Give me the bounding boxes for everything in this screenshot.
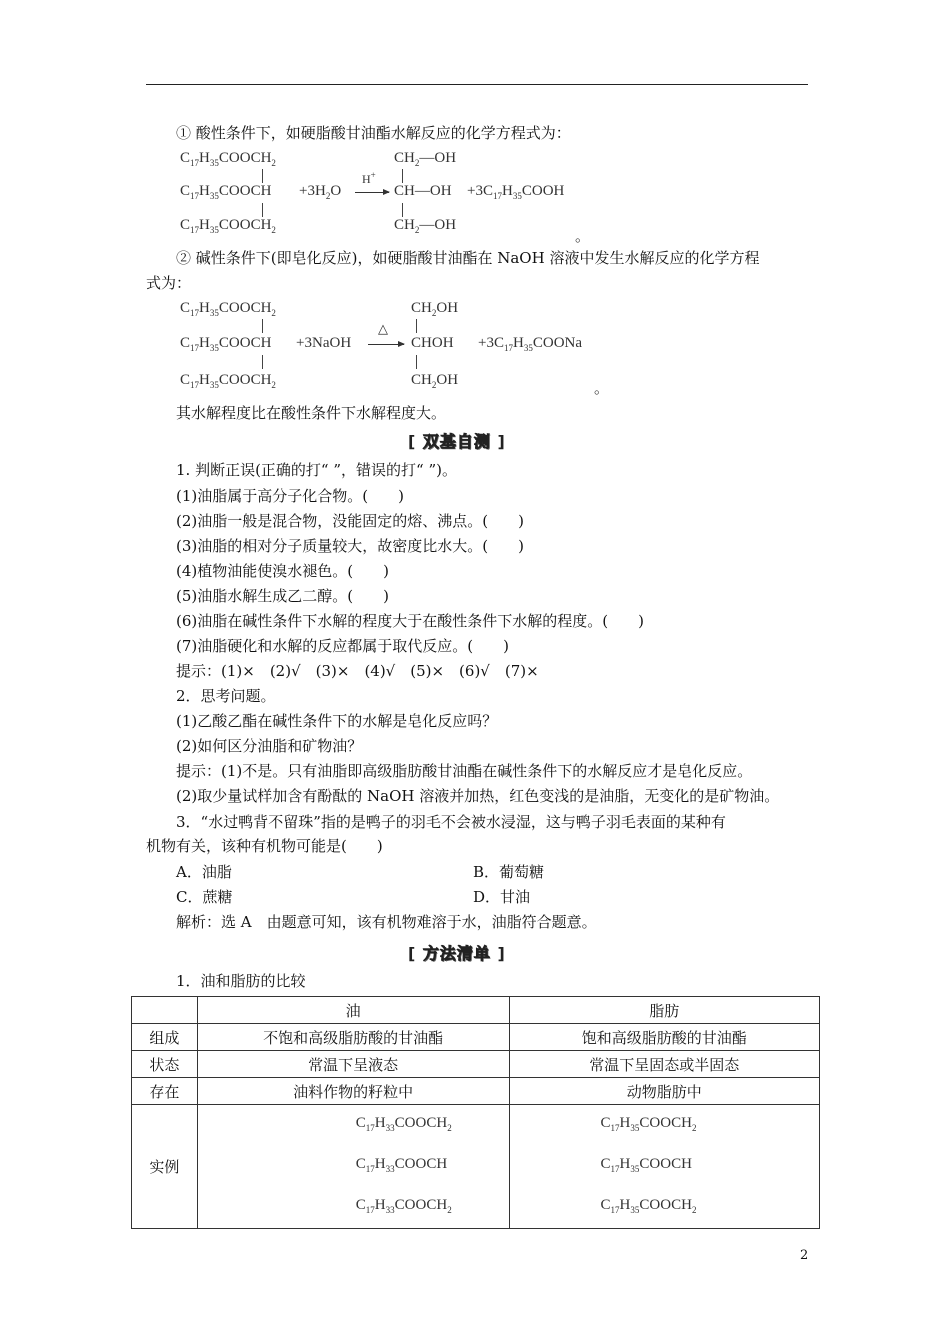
oil-example-line: $C_{17}H_{33}COOCH$ — [355, 1156, 448, 1174]
q3-line-2: 机物有关，该种有机物可能是( ) — [146, 837, 383, 855]
table-row — [132, 1051, 820, 1078]
table-cell: 饱和高级脂肪酸的甘油酯 — [509, 1024, 819, 1051]
table-cell: 不饱和高级脂肪酸的甘油酯 — [197, 1024, 509, 1051]
base-left-1: $C_{17}H_{35}COOCH_2$ — [180, 300, 276, 318]
comparison-table — [131, 996, 820, 1229]
q2-title: 2．思考问题。 — [176, 687, 276, 705]
table-cell: 实例 — [132, 1105, 198, 1229]
q1-item-2: (2)油脂一般是混合物，没能固定的熔、沸点。( ) — [176, 512, 524, 530]
q1-item-5: (5)油脂水解生成乙二醇。( ) — [176, 587, 389, 605]
base-reagent: +3NaOH — [296, 335, 352, 351]
acid-left-3: $C_{17}H_{35}COOCH_2$ — [180, 217, 276, 235]
oil-example-line: $C_{17}H_{33}COOCH_2$ — [355, 1115, 452, 1133]
section-banner-self-test: [ 双基自测 ] — [408, 432, 506, 451]
base-intro-2: 式为： — [146, 274, 192, 292]
q3-option-b: B．葡萄糖 — [473, 863, 545, 881]
base-left-3: $C_{17}H_{35}COOCH_2$ — [180, 372, 276, 390]
table-cell: 油料作物的籽粒中 — [197, 1078, 509, 1105]
fat-example-line: $C_{17}H_{35}COOCH_2$ — [600, 1197, 697, 1215]
q1-title: 1. 判断正误(正确的打“ ”，错误的打“ ”)。 — [176, 461, 457, 479]
q1-hint: 提示：(1)× (2)√ (3)× (4)√ (5)× (6)√ (7)× — [176, 662, 539, 680]
table-header-cell — [132, 997, 198, 1024]
acid-reagent: $+3H_2O$ — [299, 183, 342, 201]
acid-right-3: $CH_2—OH$ — [394, 217, 457, 235]
table-cell: 组成 — [132, 1024, 198, 1051]
q2-item-1: (1)乙酸乙酯在碱性条件下的水解是皂化反应吗？ — [176, 712, 498, 730]
table-cell: 常温下呈液态 — [197, 1051, 509, 1078]
table-row — [132, 1024, 820, 1051]
q3-option-d: D．甘油 — [473, 888, 531, 906]
acid-right-1: $CH_2—OH$ — [394, 150, 457, 168]
q3-option-a: A．油脂 — [176, 863, 232, 881]
base-left-2: $C_{17}H_{35}COOCH$ — [180, 335, 272, 353]
header-rule — [146, 84, 808, 85]
acid-product: $+3C_{17}H_{35}COOH$ — [467, 183, 565, 201]
q2-item-2: (2)如何区分油脂和矿物油？ — [176, 737, 363, 755]
base-product: $+3C_{17}H_{35}COONa$ — [478, 335, 583, 353]
q2-hint-2: (2)取少量试样加含有酚酞的 NaOH 溶液并加热，红色变浅的是油脂，无变化的是矿物油。 — [176, 787, 780, 805]
q1-item-6: (6)油脂在碱性条件下水解的程度大于在酸性条件下水解的程度。( ) — [176, 612, 644, 630]
fat-example-cell — [509, 1105, 819, 1229]
acid-intro: ① 酸性条件下，如硬脂酸甘油酯水解反应的化学方程式为： — [176, 124, 571, 142]
table-row — [132, 1078, 820, 1105]
table-header-row — [132, 997, 820, 1024]
acid-left-2: $C_{17}H_{35}COOCH$ — [180, 183, 272, 201]
base-right-2: CHOH — [411, 335, 454, 351]
acid-end: 。 — [575, 227, 591, 245]
table-header-cell: 油 — [197, 997, 509, 1024]
banner-self-test-text: 双基自测 — [422, 432, 491, 451]
table-cell: 存在 — [132, 1078, 198, 1105]
acid-left-1: $C_{17}H_{35}COOCH_2$ — [180, 150, 276, 168]
table-cell: 常温下呈固态或半固态 — [509, 1051, 819, 1078]
oil-example-cell — [197, 1105, 509, 1229]
q1-item-3: (3)油脂的相对分子质量较大，故密度比水大。( ) — [176, 537, 524, 555]
base-end: 。 — [594, 379, 610, 397]
base-condition: △ — [378, 321, 388, 336]
base-right-3: $CH_2OH$ — [411, 372, 459, 390]
q1-item-7: (7)油脂硬化和水解的反应都属于取代反应。( ) — [176, 637, 509, 655]
q1-item-1: (1)油脂属于高分子化合物。( ) — [176, 487, 404, 505]
table-row-example — [132, 1105, 820, 1229]
q1-item-4: (4)植物油能使溴水褪色。( ) — [176, 562, 389, 580]
base-right-1: $CH_2OH$ — [411, 300, 459, 318]
fat-example-line: $C_{17}H_{35}COOCH$ — [600, 1156, 692, 1174]
base-intro-1: ② 碱性条件下(即皂化反应)，如硬脂酸甘油酯在 NaOH 溶液中发生水解反应的化学方程 — [176, 249, 760, 267]
q2-hint-1: 提示：(1)不是。只有油脂即高级脂肪酸甘油酯在碱性条件下的水解反应才是皂化反应。 — [176, 762, 753, 780]
table-cell: 动物脂肪中 — [509, 1078, 819, 1105]
acid-catalyst: H+ — [362, 170, 376, 186]
q3-line-1: 3．“水过鸭背不留珠”指的是鸭子的羽毛不会被水浸湿，这与鸭子羽毛表面的某种有 — [176, 813, 726, 831]
table-cell: 状态 — [132, 1051, 198, 1078]
page-number: 2 — [800, 1248, 809, 1263]
banner-method-text: 方法清单 — [422, 944, 491, 963]
fat-example-line: $C_{17}H_{35}COOCH_2$ — [600, 1115, 697, 1133]
section-banner-method: [ 方法清单 ] — [408, 944, 506, 963]
acid-right-2: CH—OH — [394, 183, 452, 199]
base-conclusion: 其水解程度比在酸性条件下水解程度大。 — [176, 404, 447, 422]
table-title: 1．油和脂肪的比较 — [176, 972, 306, 990]
q3-analysis: 解析：选 A 由题意可知，该有机物难溶于水，油脂符合题意。 — [176, 913, 597, 931]
q3-option-c: C．蔗糖 — [176, 888, 233, 906]
oil-example-line: $C_{17}H_{33}COOCH_2$ — [355, 1197, 452, 1215]
table-header-cell: 脂肪 — [509, 997, 819, 1024]
